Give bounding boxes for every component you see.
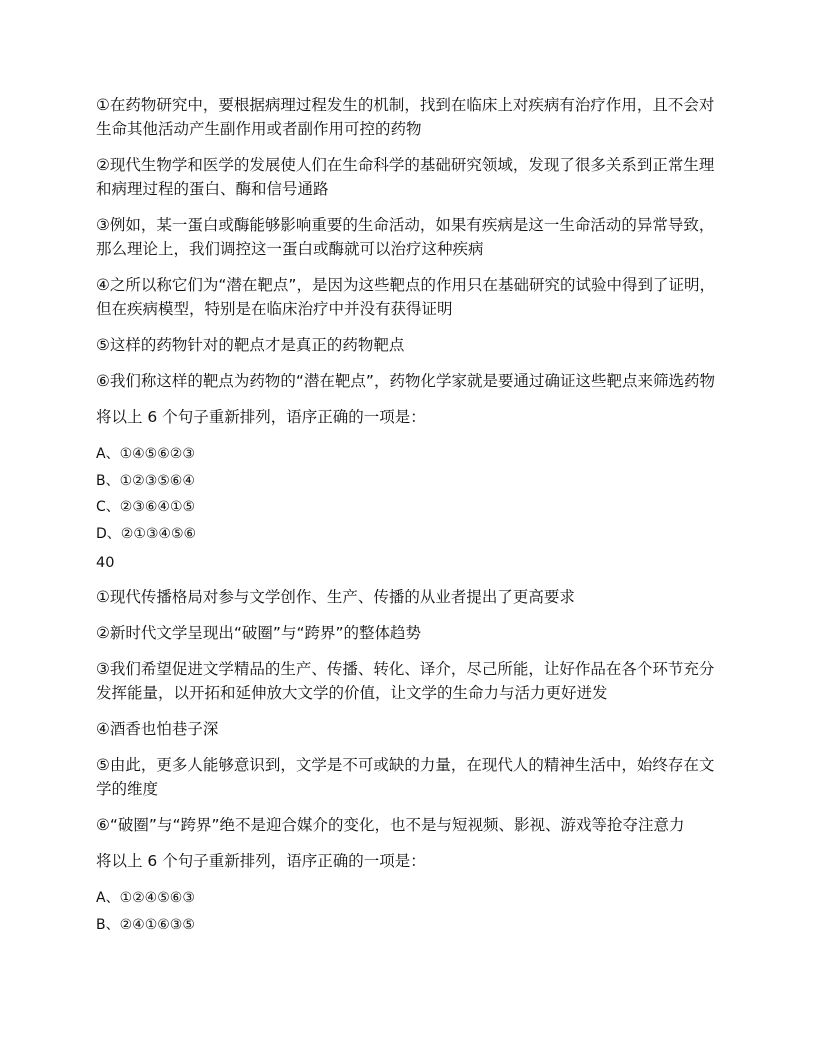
q2-sentence-4: ④酒香也怕巷子深 [96, 720, 219, 738]
q2-sentence-6: ⑥“破圈”与“跨界”绝不是迎合媒介的变化，也不是与短视频、影视、游戏等抢夺注意力 [96, 816, 685, 834]
q2-options [96, 885, 726, 938]
q1-question-stem: 将以上 6 个句子重新排列，语序正确的一项是： [96, 408, 426, 426]
q1-options [96, 441, 726, 547]
q1-sentence-5: ⑤这样的药物针对的靶点才是真正的药物靶点 [96, 336, 405, 354]
q1-sentence-3: ③例如，某一蛋白或酶能够影响重要的生命活动，如果有疾病是这一生命活动的异常导致，那么理论上，我们调控这一蛋白或酶就可以治疗这种疾病 [96, 216, 715, 258]
document-page [96, 93, 726, 938]
q2-question-stem: 将以上 6 个句子重新排列，语序正确的一项是： [96, 852, 426, 870]
q2-sentence-1: ①现代传播格局对参与文学创作、生产、传播的从业者提出了更高要求 [96, 588, 575, 606]
q1-sentence-4: ④之所以称它们为“潜在靶点”，是因为这些靶点的作用只在基础研究的试验中得到了证明，但在疾病模型，特别是在临床治疗中并没有获得证明 [96, 276, 715, 318]
q1-option-c: C、②③⑥④①⑤ [96, 499, 196, 515]
q2-sentence-5: ⑤由此，更多人能够意识到，文学是不可或缺的力量，在现代人的精神生活中，始终存在文学的维度 [96, 756, 715, 798]
q1-sentence-2: ②现代生物学和医学的发展使人们在生命科学的基础研究领域，发现了很多关系到正常生理和病理过程的蛋白、酶和信号通路 [96, 156, 715, 198]
q1-option-d: D、②①③④⑤⑥ [96, 525, 197, 542]
q2-option-b: B、②④①⑥③⑤ [96, 916, 195, 933]
q1-option-b: B、①②③⑤⑥④ [96, 472, 195, 489]
q1-option-a: A、①④⑤⑥②③ [96, 446, 195, 462]
q2-option-a: A、①②④⑤⑥③ [96, 890, 195, 906]
q2-number: 40 [96, 555, 115, 571]
q1-sentence-1: ①在药物研究中，要根据病理过程发生的机制，找到在临床上对疾病有治疗作用，且不会对生命其他活动产生副作用或者副作用可控的药物 [96, 96, 715, 138]
q2-sentence-2: ②新时代文学呈现出“破圈”与“跨界”的整体趋势 [96, 624, 422, 642]
q2-sentence-3: ③我们希望促进文学精品的生产、传播、转化、译介，尽己所能，让好作品在各个环节充分发挥能量，以开拓和延伸放大文学的价值，让文学的生命力与活力更好迸发 [96, 660, 715, 702]
q1-sentence-6: ⑥我们称这样的靶点为药物的“潜在靶点”，药物化学家就是要通过确证这些靶点来筛选药物 [96, 372, 715, 390]
